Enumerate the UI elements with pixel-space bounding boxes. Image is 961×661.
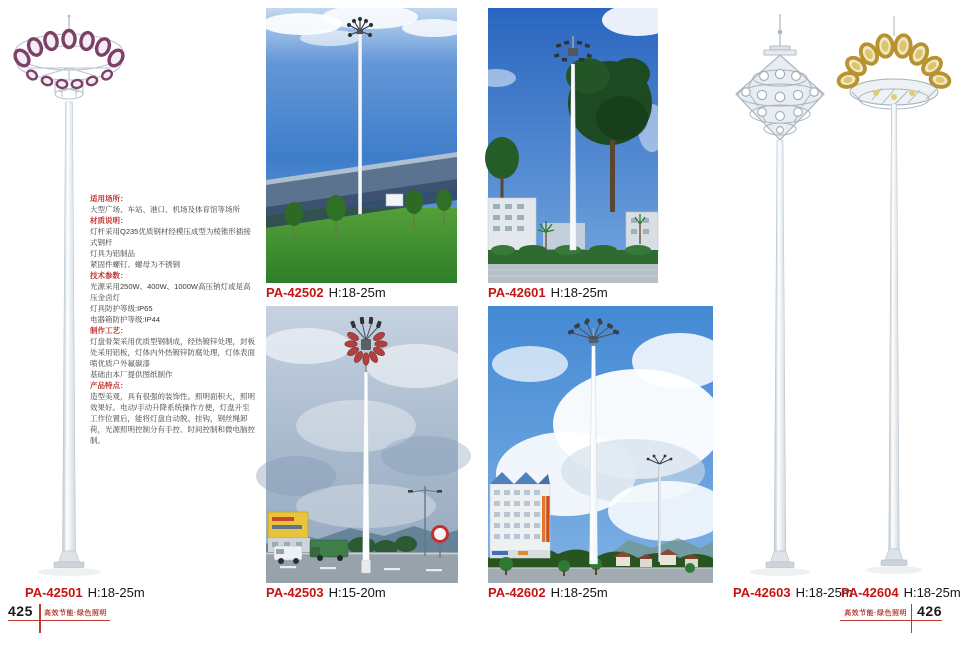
product-height: H:18-25m (87, 585, 145, 600)
product-height: H:18-25m (328, 285, 386, 300)
product-label-pa42502 (266, 286, 386, 300)
pole-base (866, 549, 922, 574)
product-label-pa42602 (488, 586, 608, 600)
page-number-right: 426 (917, 603, 942, 619)
product-height: H:15-20m (328, 585, 386, 600)
spec-line: 造型美观，具有很强的装饰性。照明面积大，照明效果好。电动/手动升降系统操作方便，灯盘升至工作位置后，能将灯盘自动脱、挂钩，钢丝绳卸荷，光源照明控制分有手控、时间控制和微电脑控制。 (90, 392, 255, 445)
product-label-pa42604 (841, 586, 961, 600)
page-number-left: 425 (8, 603, 33, 619)
product-height: H:18-25m (550, 585, 608, 600)
footer-slogan-right: 高效节能·绿色照明 (844, 610, 907, 617)
spec-line: 紧固件螺钉、螺母为不锈钢 (90, 260, 180, 269)
product-height: H:18-25m (550, 285, 608, 300)
spec-line: 灯盘骨架采用优质型钢制成，经热镀锌处理，封板处采用铝板，灯体内外热镀锌防腐处理，灯体表面喷优质户外氟碳漆 (90, 337, 255, 368)
spec-section (90, 215, 257, 270)
product-label-pa42603 (733, 586, 853, 600)
spire (893, 16, 894, 36)
high-mast-pole (358, 34, 361, 214)
product-code: PA-42503 (266, 585, 324, 600)
footer-right (812, 601, 942, 639)
pole-shaft (63, 102, 76, 551)
spec-section (90, 380, 257, 446)
crown-lamps-upper (12, 31, 126, 69)
spec-text-block (90, 193, 257, 446)
spec-line: 光源采用250W、400W、1000W高压钠灯或是高压金卤灯 (90, 282, 251, 302)
spec-line: 电器箱防护等级:IP44 (90, 315, 161, 324)
spec-line: 大型广场、车站、港口、机场及体育馆等场所 (90, 205, 240, 214)
spec-line: 基础由本厂提供图纸制作 (90, 370, 173, 379)
pole-base (750, 551, 810, 576)
pole-illustration-pa42603 (720, 6, 840, 584)
photo-pa42502 (266, 8, 457, 283)
pole-shaft (889, 104, 899, 549)
photo-pa42503 (266, 306, 458, 583)
footer-divider-right (911, 604, 913, 633)
spec-heading: 产品特点： (90, 381, 128, 390)
photo-pa42602 (488, 306, 713, 583)
product-code: PA-42502 (266, 285, 324, 300)
spire (778, 14, 783, 50)
product-code: PA-42604 (841, 585, 899, 600)
pole-shaft (774, 140, 786, 551)
product-label-pa42503 (266, 586, 386, 600)
footer-underline-right (840, 620, 942, 621)
spec-line: 灯具为铝制品 (90, 249, 135, 258)
product-label-pa42501 (25, 586, 145, 600)
spec-heading: 材质说明： (90, 216, 128, 225)
product-height: H:18-25m (903, 585, 961, 600)
footer-slogan-left: 高效节能·绿色照明 (44, 610, 107, 617)
spec-section (90, 193, 257, 215)
spec-heading: 技术参数： (90, 271, 128, 280)
pole-illustration-pa42604 (838, 4, 950, 582)
product-code: PA-42602 (488, 585, 546, 600)
product-code: PA-42501 (25, 585, 83, 600)
footer-left (8, 601, 138, 639)
spec-line: 灯具防护等级:IP65 (90, 304, 153, 313)
plaza (488, 264, 658, 283)
spec-line: 灯杆采用Q235优质钢材经模压成型为棱锥形插接式钢杆 (90, 227, 251, 247)
product-code: PA-42601 (488, 285, 546, 300)
product-label-pa42601 (488, 286, 608, 300)
apartment-building (490, 472, 550, 558)
product-height: H:18-25m (795, 585, 853, 600)
lattice-crown (736, 46, 824, 140)
product-code: PA-42603 (733, 585, 791, 600)
spec-section (90, 270, 257, 325)
footer-divider-left (39, 604, 41, 633)
photo-pa42601 (488, 8, 658, 283)
signboard (386, 194, 403, 206)
spec-heading: 适用场所： (90, 194, 128, 203)
pole-base (37, 551, 101, 576)
road (488, 568, 713, 583)
spec-heading: 制作工艺： (90, 326, 128, 335)
spec-section (90, 325, 257, 380)
footer-underline-left (8, 620, 110, 621)
